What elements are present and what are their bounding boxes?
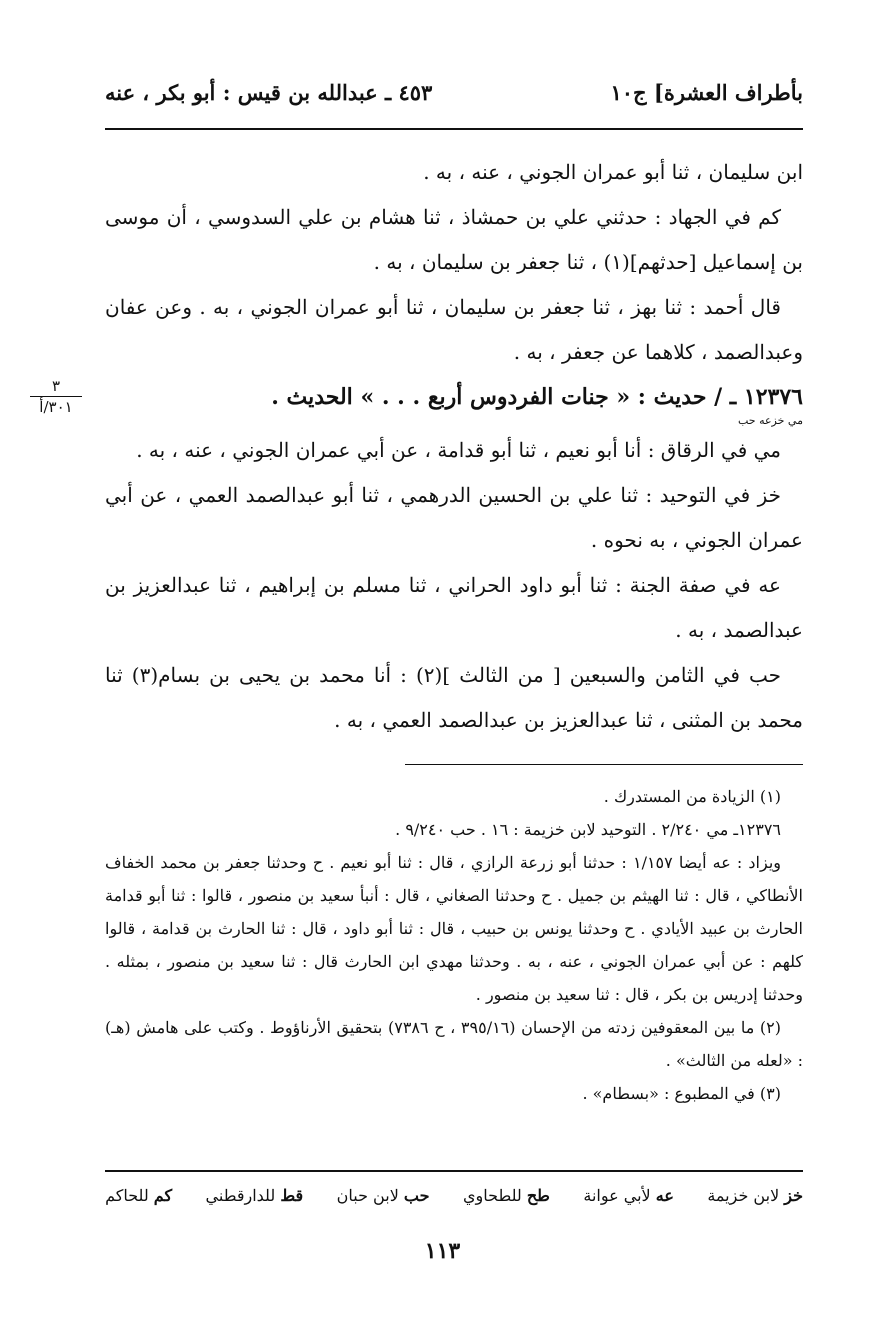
paragraph: كم في الجهاد : حدثني علي بن حمشاذ ، ثنا هشام بن علي السدوسي ، أن موسى بن إسماعيل [حدثهم](١) ، ثنا جعفر بن سليمان ، به . [105, 205, 803, 274]
page-number: ١١٣ [424, 1238, 461, 1264]
abbreviations-key [105, 1186, 803, 1205]
footnotes [105, 780, 803, 1110]
abbreviation-item: خز لابن خزيمة [707, 1186, 803, 1205]
paragraph: ابن سليمان ، ثنا أبو عمران الجوني ، عنه ، به . [423, 160, 803, 184]
footnote: (٣) في المطبوع : «بسطام» . [582, 1084, 781, 1103]
footnote-rule [405, 764, 803, 765]
paragraph: قال أحمد : ثنا بهز ، ثنا جعفر بن سليمان ، ثنا أبو عمران الجوني ، به . وعن عفان وعبدالصمد ، كلاهما عن جعفر ، به . [105, 295, 803, 364]
abbreviation-item: حب لابن حبان [336, 1186, 430, 1205]
footnote: ١٢٣٧٦ـ مي ٢/٢٤٠ . التوحيد لابن خزيمة : ١٦ . حب ٩/٢٤٠ . [395, 820, 781, 839]
margin-note-bottom: ٣٠١/أ [39, 398, 73, 416]
abbreviations-rule [105, 1170, 803, 1172]
narration: خز في التوحيد : ثنا علي بن الحسين الدرهمي ، ثنا أبو عبدالصمد العمي ، عن أبي عمران الجوني ، به نحوه . [105, 483, 803, 552]
abbreviation-item: طح للطحاوي [462, 1186, 550, 1205]
footnote: (١) الزيادة من المستدرك . [603, 787, 781, 806]
abbreviation-item: قط للدارقطني [205, 1186, 304, 1205]
margin-folio-note [30, 376, 82, 417]
header-chapter-title: ٤٥٣ ـ عبدالله بن قيس : أبو بكر ، عنه [105, 80, 433, 105]
narration: مي في الرقاق : أنا أبو نعيم ، ثنا أبو قدامة ، عن أبي عمران الجوني ، عنه ، به . [136, 438, 781, 462]
running-header [105, 80, 803, 116]
header-book-title: بأطراف العشرة] ج١٠ [610, 80, 803, 105]
margin-note-top: ٣ [30, 376, 82, 397]
header-rule [105, 128, 803, 130]
abbreviation-item: كم للحاكم [105, 1186, 173, 1205]
hadith-heading: ١٢٣٧٦ ـ / حديث : « جنات الفردوس أربع . . . » الحديث . [271, 384, 803, 410]
narration: عه في صفة الجنة : ثنا أبو داود الحراني ، ثنا مسلم بن إبراهيم ، ثنا عبدالعزيز بن عبدالصمد ، به . [105, 573, 803, 642]
footnote: ويزاد : عه أيضا ١/١٥٧ : حدثنا أبو زرعة الرازي ، قال : ثنا أبو نعيم . ح وحدثنا جعفر بن محمد الخفاف الأنطاكي ، قال : ثنا الهيثم بن جميل . ح وحدثنا الصغاني ، قال : أنبأ سعيد بن منصور ، قالوا : ثنا أبو قدامة الحارث بن عبيد الأيادي . ح وحدثنا يونس بن حبيب ، قال : ثنا أبو داود ، قال : ثنا الحارث بن قدامة ، قالوا كلهم : عن أبي عمران الجوني ، عنه ، به . وحدثنا مهدي ابن الحارث قال : ثنا سعيد بن منصور ، بمثله . وحدثنا إدريس بن بكر ، قال : ثنا سعيد بن منصور . [105, 853, 803, 1004]
hadith-sigla: مي خزعه حب [738, 414, 803, 427]
main-text [105, 150, 803, 743]
abbreviation-item: عه لأبي عوانة [583, 1186, 674, 1205]
footnote: (٢) ما بين المعقوفين زدته من الإحسان (٣٩٥/١٦ ، ح ٧٣٨٦) بتحقيق الأرناؤوط . وكتب على هامش (هـ) : «لعله من الثالث» . [105, 1018, 803, 1070]
narration: حب في الثامن والسبعين [ من الثالث ](٢) : أنا محمد بن يحيى بن بسام(٣) ثنا محمد بن المثنى ، ثنا عبدالعزيز بن عبدالصمد العمي ، به . [105, 663, 803, 732]
